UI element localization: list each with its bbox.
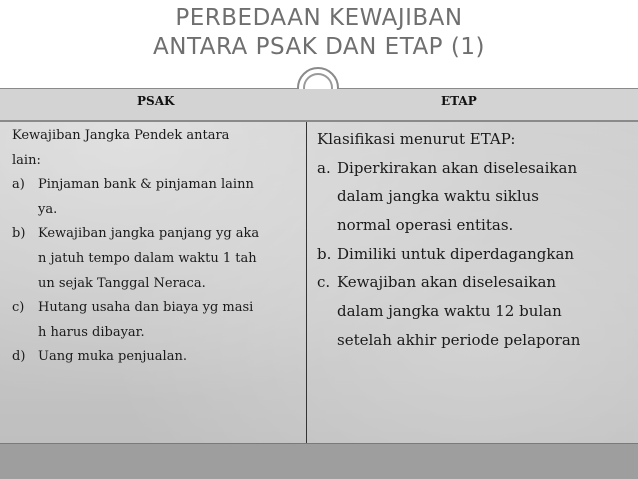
etap-item-continuation: dalam jangka waktu siklus xyxy=(337,187,540,206)
psak-item-continuation: ya. xyxy=(38,201,58,217)
etap-item-c xyxy=(317,268,632,297)
psak-item-c xyxy=(12,296,302,321)
etap-item-label: b. xyxy=(317,244,332,263)
psak-item-label: b) xyxy=(12,226,26,242)
etap-item-text: Kewajiban akan diselesaikan xyxy=(337,273,557,292)
column-divider xyxy=(306,122,307,479)
psak-item-label: d) xyxy=(12,349,26,365)
table-footer-band xyxy=(0,443,638,479)
table-header-band xyxy=(0,89,638,121)
etap-intro-line: Klasifikasi menurut ETAP: xyxy=(317,130,516,148)
etap-column xyxy=(317,125,632,355)
psak-item-label: a) xyxy=(12,177,25,193)
psak-item-continuation: un sejak Tanggal Neraca. xyxy=(38,275,206,291)
header-divider xyxy=(0,120,638,122)
etap-item-continuation: setelah akhir periode pelaporan xyxy=(337,330,581,349)
psak-column xyxy=(12,124,302,370)
psak-intro-line: lain: xyxy=(12,152,41,168)
psak-item-text: Hutang usaha dan biaya yg masi xyxy=(38,300,254,316)
psak-item-a xyxy=(12,173,302,198)
footer-divider xyxy=(0,443,638,444)
psak-item-continuation: h harus dibayar. xyxy=(38,324,145,340)
psak-item-continuation: n jatuh tempo dalam waktu 1 tah xyxy=(38,250,257,266)
psak-item-label: c) xyxy=(12,300,25,316)
column-header-etap: ETAP xyxy=(441,94,477,108)
psak-item-b xyxy=(12,222,302,247)
etap-item-a xyxy=(317,154,632,183)
psak-item-text: Pinjaman bank & pinjaman lainn xyxy=(38,177,254,193)
etap-item-text: Diperkirakan akan diselesaikan xyxy=(337,158,578,177)
etap-item-text: Dimiliki untuk diperdagangkan xyxy=(337,244,575,263)
etap-item-label: c. xyxy=(317,273,331,292)
slide-title-line-1: PERBEDAAN KEWAJIBAN xyxy=(175,5,463,31)
psak-item-d xyxy=(12,345,302,370)
psak-item-text: Uang muka penjualan. xyxy=(38,349,187,365)
etap-item-b xyxy=(317,240,632,269)
psak-intro-line: Kewajiban Jangka Pendek antara xyxy=(12,128,230,143)
column-header-psak: PSAK xyxy=(137,94,175,108)
psak-item-text: Kewajiban jangka panjang yg aka xyxy=(38,226,260,242)
etap-item-label: a. xyxy=(317,158,331,177)
slide-title-line-2: ANTARA PSAK DAN ETAP (1) xyxy=(153,34,485,60)
etap-item-continuation: dalam jangka waktu 12 bulan xyxy=(337,302,562,321)
etap-item-continuation: normal operasi entitas. xyxy=(337,216,514,235)
